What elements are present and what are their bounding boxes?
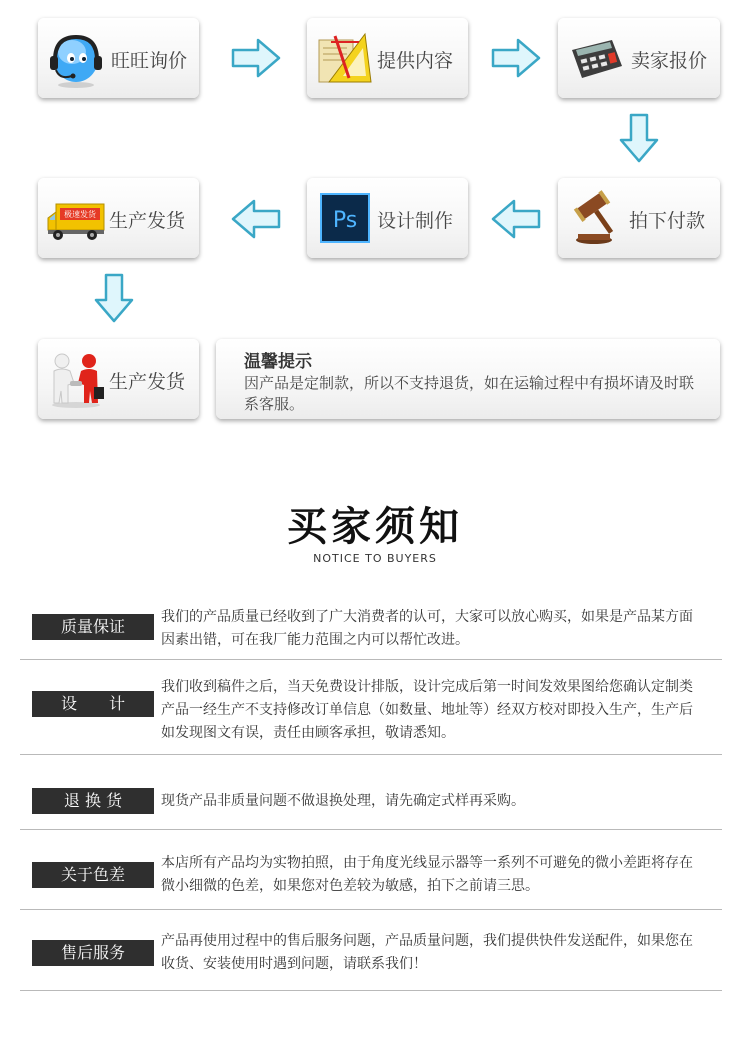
notice-badge: 质量保证 <box>32 614 154 640</box>
notice-row <box>20 755 722 830</box>
notice-text: 本店所有产品均为实物拍照，由于角度光线显示器等一系列不可避免的微小差距将存在微小细微的色差，如果您对色差较为敏感，拍下之前请三思。 <box>161 855 693 894</box>
photoshop-icon <box>315 188 375 248</box>
step-card-content <box>307 18 468 98</box>
handshake-icon <box>46 349 106 409</box>
step-label: 旺旺询价 <box>111 50 188 72</box>
notice-text: 现货产品非质量问题不做退换处理，请先确定式样再采购。 <box>161 793 525 809</box>
notice-subtitle: NOTICE TO BUYERS <box>313 552 437 565</box>
calculator-icon <box>566 28 626 88</box>
arrow-down-icon <box>619 113 659 163</box>
tip-body: 因产品是定制款，所以不支持退货，如在运输过程中有损坏请及时联系客服。 <box>244 374 695 413</box>
step-label: 拍下付款 <box>629 210 706 232</box>
warm-tip-box <box>216 339 720 419</box>
notice-badge: 退 换 货 <box>32 788 154 814</box>
step-label: 设计制作 <box>377 210 454 232</box>
step-label: 提供内容 <box>377 50 454 72</box>
notice-badge: 售后服务 <box>32 940 154 966</box>
wangwang-headset-icon <box>46 28 106 88</box>
notice-text: 我们收到稿件之后，当天免费设计排版，设计完成后第一时间发效果图给您确认定制类产品一经生产不支持修改订单信息（如数量、地址等）经双方校对即投入生产，生产后如发现图文有误，责任由顾客承担，敬请悉知。 <box>161 679 693 741</box>
ps-text: Ps <box>332 208 358 233</box>
arrow-left-icon <box>491 199 541 239</box>
notice-badge: 设 计 <box>32 691 154 717</box>
step-card-design <box>307 178 468 258</box>
notice-row <box>20 910 722 992</box>
tip-title: 温馨提示 <box>244 352 312 372</box>
step-card-payment <box>558 178 720 258</box>
truck-text: 极速发货 <box>64 210 96 219</box>
notice-badge: 关于色差 <box>32 862 154 888</box>
step-label: 生产发货 <box>109 371 186 393</box>
notice-row <box>20 600 722 660</box>
gavel-icon <box>566 188 626 248</box>
step-card-wangwang <box>38 18 199 98</box>
notice-row <box>20 830 722 910</box>
truck-icon <box>46 188 106 248</box>
step-card-delivery <box>38 178 199 258</box>
notice-title: 买家须知 <box>287 504 463 550</box>
divider <box>20 990 722 991</box>
notice-row <box>20 660 722 755</box>
step-card-quote <box>558 18 720 98</box>
step-label: 卖家报价 <box>631 50 708 72</box>
notice-text: 我们的产品质量已经收到了广大消费者的认可，大家可以放心购买，如果是产品某方面因素出错，可在我厂能力范围之内可以帮忙改进。 <box>161 609 693 648</box>
arrow-down-icon <box>94 273 134 323</box>
arrow-right-icon <box>231 38 281 78</box>
notice-text: 产品再使用过程中的售后服务问题，产品质量问题，我们提供快件发送配件，如果您在收货、安装使用时遇到问题，请联系我们！ <box>161 933 693 972</box>
step-card-deal <box>38 339 199 419</box>
arrow-right-icon <box>491 38 541 78</box>
arrow-left-icon <box>231 199 281 239</box>
step-label: 生产发货 <box>109 210 186 232</box>
ruler-triangle-icon <box>315 28 375 88</box>
